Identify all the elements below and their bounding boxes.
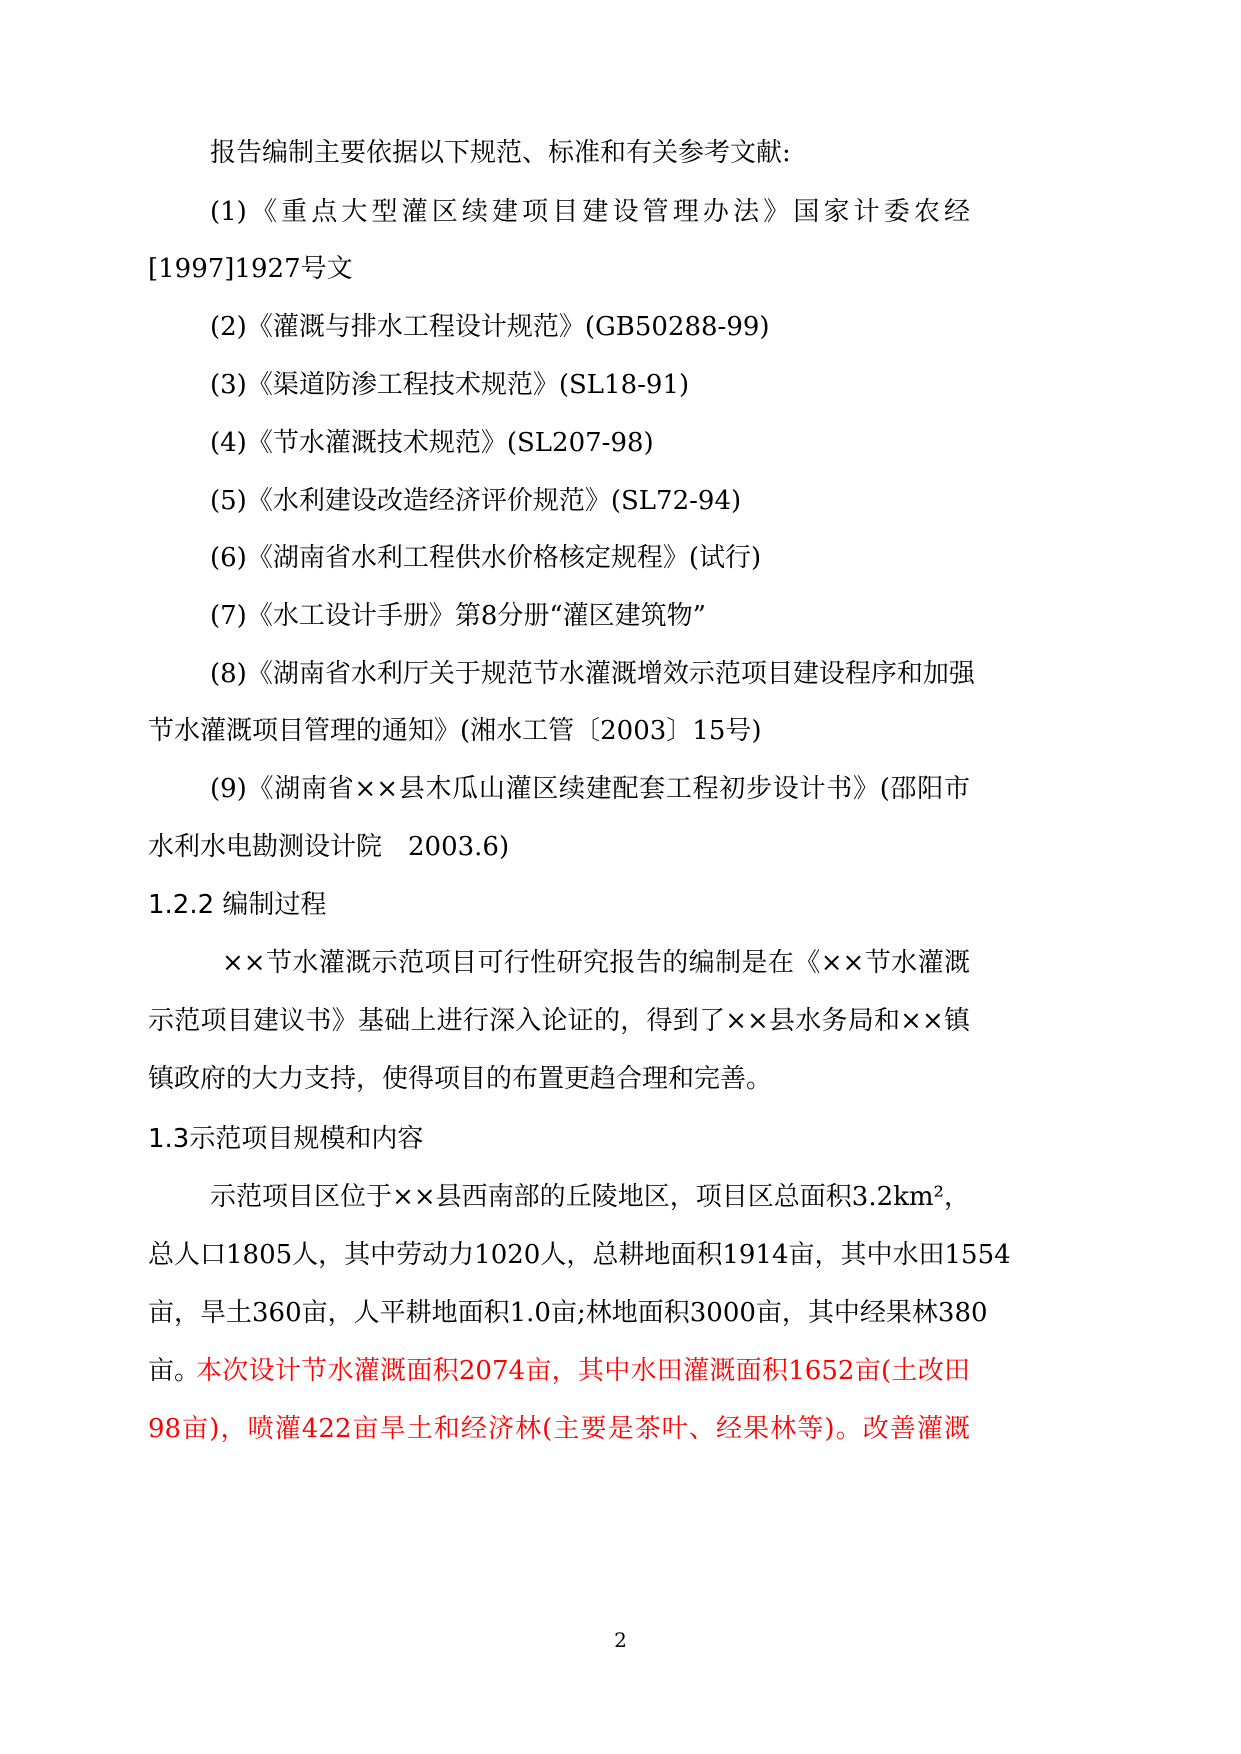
reference-9-line-1: (9)《湖南省××县木瓜山灌区续建配套工程初步设计书》(邵阳市 bbox=[210, 774, 970, 804]
reference-8-line-2: 节水灌溉项目管理的通知》(湘水工管〔2003〕15号) bbox=[148, 716, 762, 746]
reference-3: (3)《渠道防渗工程技术规范》(SL18-91) bbox=[210, 370, 690, 400]
section-1-3-line-4-black: 亩。 bbox=[148, 1356, 201, 1386]
reference-1-line-2: [1997]1927号文 bbox=[148, 254, 353, 284]
section-1-3-line-3: 亩，旱土360亩，人平耕地面积1.0亩;林地面积3000亩，其中经果林380 bbox=[148, 1298, 988, 1328]
intro-paragraph: 报告编制主要依据以下规范、标准和有关参考文献: bbox=[210, 138, 791, 168]
page-number: 2 bbox=[614, 1628, 627, 1652]
reference-1-line-1: (1)《重点大型灌区续建项目建设管理办法》国家计委农经 bbox=[210, 197, 970, 227]
section-1-3-line-4-red: 本次设计节水灌溉面积2074亩，其中水田灌溉面积1652亩(土改田 bbox=[196, 1356, 970, 1386]
section-1-3-line-2: 总人口1805人，其中劳动力1020人，总耕地面积1914亩，其中水田1554 bbox=[148, 1240, 1011, 1270]
reference-9-line-2: 水利水电勘测设计院 2003.6) bbox=[148, 832, 510, 862]
section-1-2-2-line-2: 示范项目建议书》基础上进行深入论证的，得到了××县水务局和××镇 bbox=[148, 1006, 970, 1036]
section-1-2-2-heading: 1.2.2 编制过程 bbox=[148, 890, 327, 920]
section-1-2-2-line-1: ××节水灌溉示范项目可行性研究报告的编制是在《××节水灌溉 bbox=[222, 948, 970, 978]
section-1-3-line-5-red: 98亩)，喷灌422亩旱土和经济林(主要是茶叶、经果林等)。改善灌溉 bbox=[148, 1414, 970, 1444]
reference-8-line-1: (8)《湖南省水利厅关于规范节水灌溉增效示范项目建设程序和加强 bbox=[210, 659, 975, 689]
reference-2: (2)《灌溉与排水工程设计规范》(GB50288-99) bbox=[210, 312, 770, 342]
section-1-3-line-1: 示范项目区位于××县西南部的丘陵地区，项目区总面积3.2km²， bbox=[210, 1182, 970, 1212]
reference-7: (7)《水工设计手册》第8分册“灌区建筑物” bbox=[210, 601, 706, 631]
section-1-2-2-line-3: 镇政府的大力支持，使得项目的布置更趋合理和完善。 bbox=[148, 1064, 773, 1094]
reference-5: (5)《水利建设改造经济评价规范》(SL72-94) bbox=[210, 486, 742, 516]
reference-4: (4)《节水灌溉技术规范》(SL207-98) bbox=[210, 428, 654, 458]
reference-6: (6)《湖南省水利工程供水价格核定规程》(试行) bbox=[210, 543, 762, 573]
section-1-3-heading: 1.3示范项目规模和内容 bbox=[148, 1124, 424, 1154]
